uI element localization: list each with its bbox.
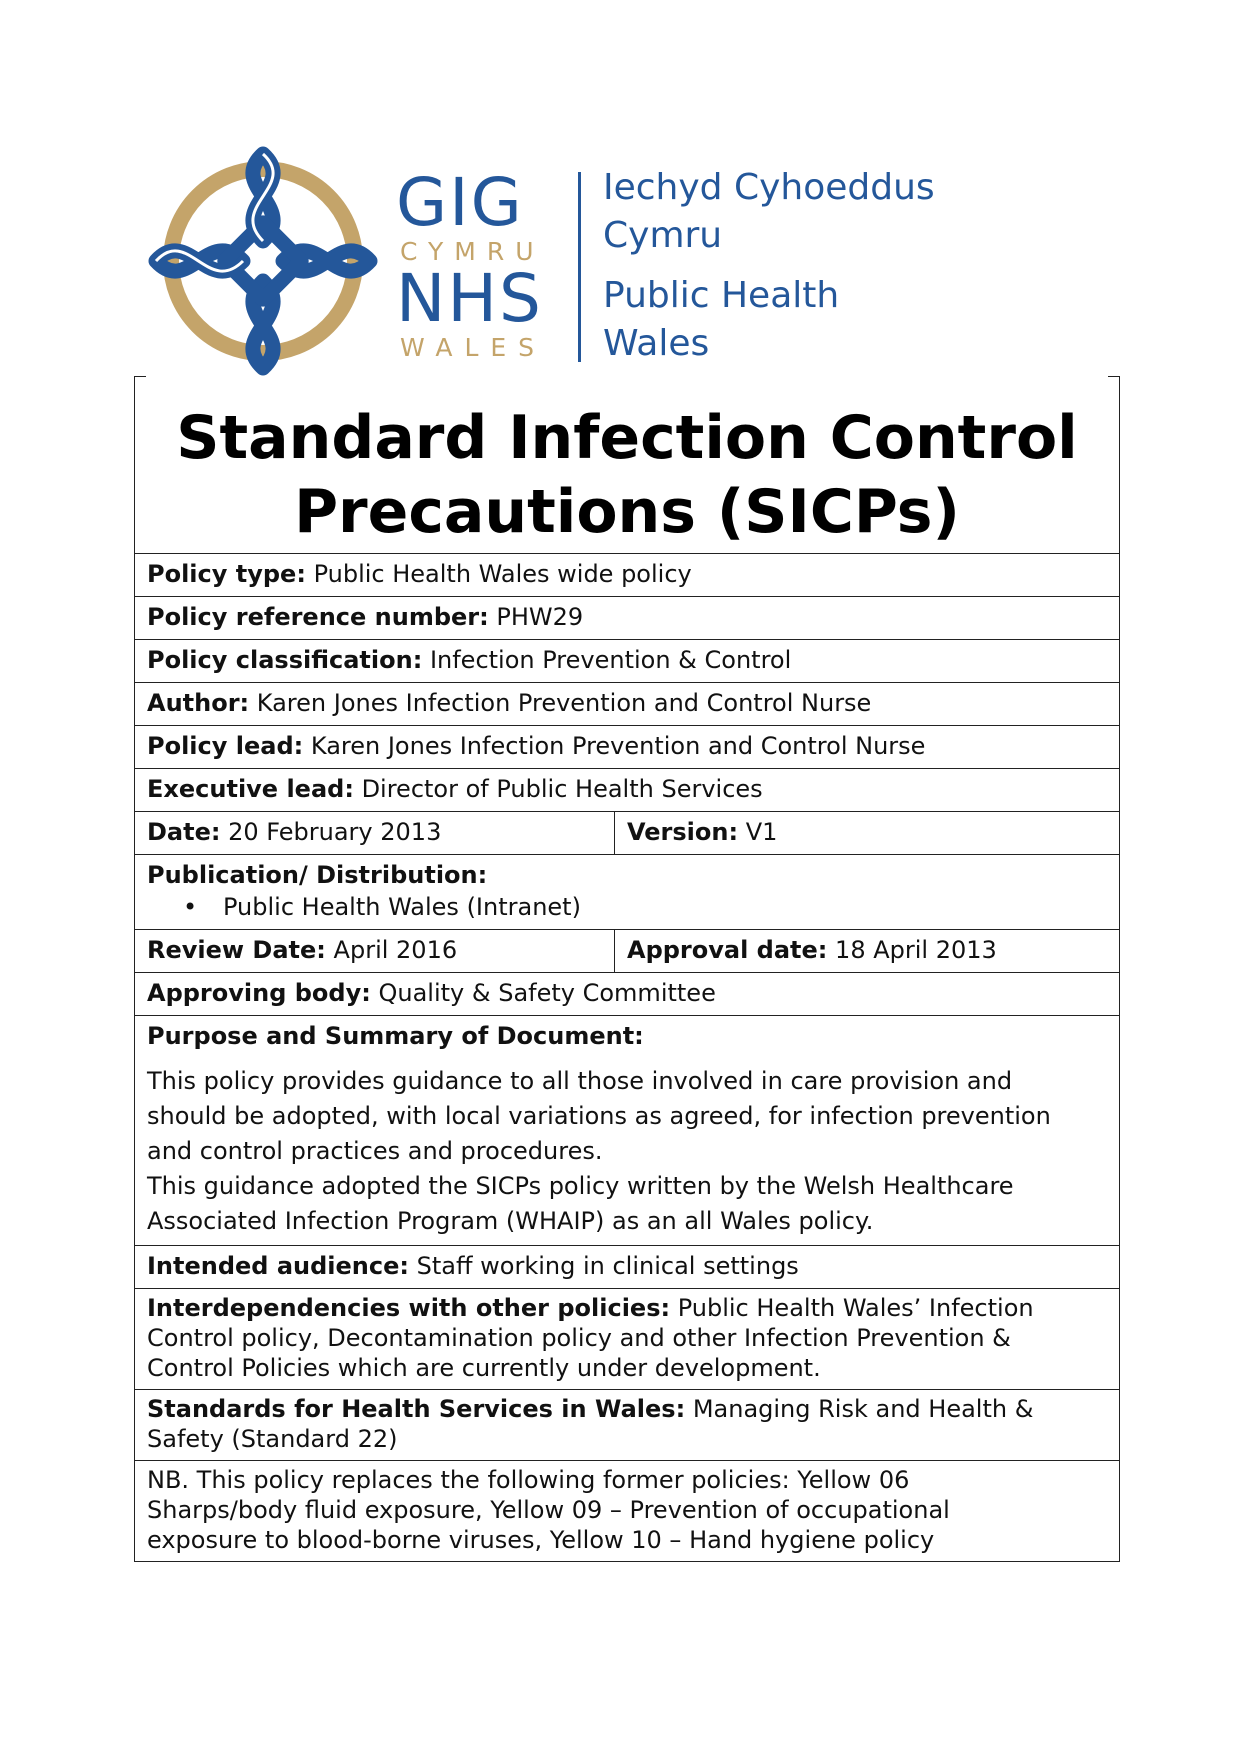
celtic-knot-logo-icon <box>148 146 378 376</box>
row-interdependencies <box>135 1288 1119 1389</box>
field-label: Date: <box>147 818 221 846</box>
paragraph-line: This guidance adopted the SICPs policy written by the Welsh Healthcare <box>147 1172 1014 1200</box>
logo-org-line: Iechyd Cyhoeddus <box>603 167 935 208</box>
frame-top-gap <box>146 376 1108 378</box>
field-value: Quality & Safety Committee <box>378 979 716 1007</box>
row-policy-reference <box>135 596 1119 639</box>
field-value: PHW29 <box>496 603 584 631</box>
list-item <box>147 891 1107 923</box>
field-value: Public Health Wales wide policy <box>313 560 692 588</box>
title-line-1: Standard Infection Control <box>176 403 1078 473</box>
bullet-icon: • <box>183 893 198 921</box>
field-label: Interdependencies with other policies: <box>147 1294 671 1322</box>
logo-cymru-text: CYMRU <box>400 237 545 266</box>
field-label: Executive lead: <box>147 775 354 803</box>
field-label: Policy lead: <box>147 732 304 760</box>
logo-org-line: Cymru <box>603 215 723 256</box>
row-policy-type <box>135 553 1119 596</box>
logo-org-line: Wales <box>603 323 710 364</box>
field-value: Public Health Wales (Intranet) <box>223 893 581 921</box>
paragraph-line: Control policy, Decontamination policy and other Infection Prevention & <box>147 1324 1011 1352</box>
field-label: Approving body: <box>147 979 371 1007</box>
paragraph-line: Control Policies which are currently under development. <box>147 1354 821 1382</box>
field-value: Karen Jones Infection Prevention and Control Nurse <box>310 732 926 760</box>
policy-cover-table <box>134 376 1120 1562</box>
row-standards <box>135 1389 1119 1460</box>
field-label: Purpose and Summary of Document: <box>147 1022 644 1050</box>
field-value: April 2016 <box>333 936 458 964</box>
logo-org-line: Public Health <box>603 275 840 316</box>
page-title <box>135 377 1119 553</box>
paragraph-line: Associated Infection Program (WHAIP) as an all Wales policy. <box>147 1207 874 1235</box>
field-label: Standards for Health Services in Wales: <box>147 1395 686 1423</box>
field-value: 20 February 2013 <box>228 818 442 846</box>
review-date-cell <box>135 930 615 972</box>
paragraph-line: Sharps/body fluid exposure, Yellow 09 – Prevention of occupational <box>147 1496 950 1524</box>
row-publication <box>135 854 1119 929</box>
row-date-version <box>135 811 1119 854</box>
paragraph-line: and control practices and procedures. <box>147 1137 603 1165</box>
logo-nhs-text: NHS <box>396 260 543 337</box>
row-intended-audience <box>135 1245 1119 1288</box>
logo-divider <box>578 172 581 362</box>
field-value: Infection Prevention & Control <box>429 646 792 674</box>
paragraph-line: should be adopted, with local variations as agreed, for infection prevention <box>147 1102 1051 1130</box>
row-policy-classification <box>135 639 1119 682</box>
logo-wales-text: WALES <box>400 333 547 362</box>
paragraph-line: Safety (Standard 22) <box>147 1425 398 1453</box>
paragraph-line: NB. This policy replaces the following former policies: Yellow 06 <box>147 1466 910 1494</box>
field-value: Karen Jones Infection Prevention and Control Nurse <box>256 689 872 717</box>
field-value: Director of Public Health Services <box>361 775 763 803</box>
row-executive-lead <box>135 768 1119 811</box>
row-policy-lead <box>135 725 1119 768</box>
paragraph-line: This policy provides guidance to all those involved in care provision and <box>147 1067 1013 1095</box>
purpose-text <box>147 1064 1107 1239</box>
field-label: Author: <box>147 689 250 717</box>
version-cell <box>615 812 1119 854</box>
field-label: Approval date: <box>627 936 828 964</box>
field-label: Policy classification: <box>147 646 423 674</box>
field-value: V1 <box>745 818 778 846</box>
field-label: Version: <box>627 818 739 846</box>
row-review-approval <box>135 929 1119 972</box>
row-nb-note <box>135 1460 1119 1562</box>
field-value: Managing Risk and Health & <box>692 1395 1034 1423</box>
row-author <box>135 682 1119 725</box>
paragraph-line: exposure to blood-borne viruses, Yellow 10 – Hand hygiene policy <box>147 1526 935 1554</box>
date-cell <box>135 812 615 854</box>
logo-gig-text: GIG <box>396 164 524 241</box>
field-label: Publication/ Distribution: <box>147 861 488 889</box>
field-label: Intended audience: <box>147 1252 409 1280</box>
field-label: Policy type: <box>147 560 306 588</box>
title-line-2: Precautions (SICPs) <box>294 477 960 547</box>
row-purpose <box>135 1015 1119 1245</box>
field-label: Policy reference number: <box>147 603 489 631</box>
row-approving-body <box>135 972 1119 1015</box>
field-label: Review Date: <box>147 936 326 964</box>
field-value: Staff working in clinical settings <box>416 1252 799 1280</box>
public-health-wales-logo <box>148 146 948 376</box>
approval-date-cell <box>615 930 1119 972</box>
field-value: 18 April 2013 <box>835 936 997 964</box>
field-value: Public Health Wales’ Infection <box>677 1294 1034 1322</box>
